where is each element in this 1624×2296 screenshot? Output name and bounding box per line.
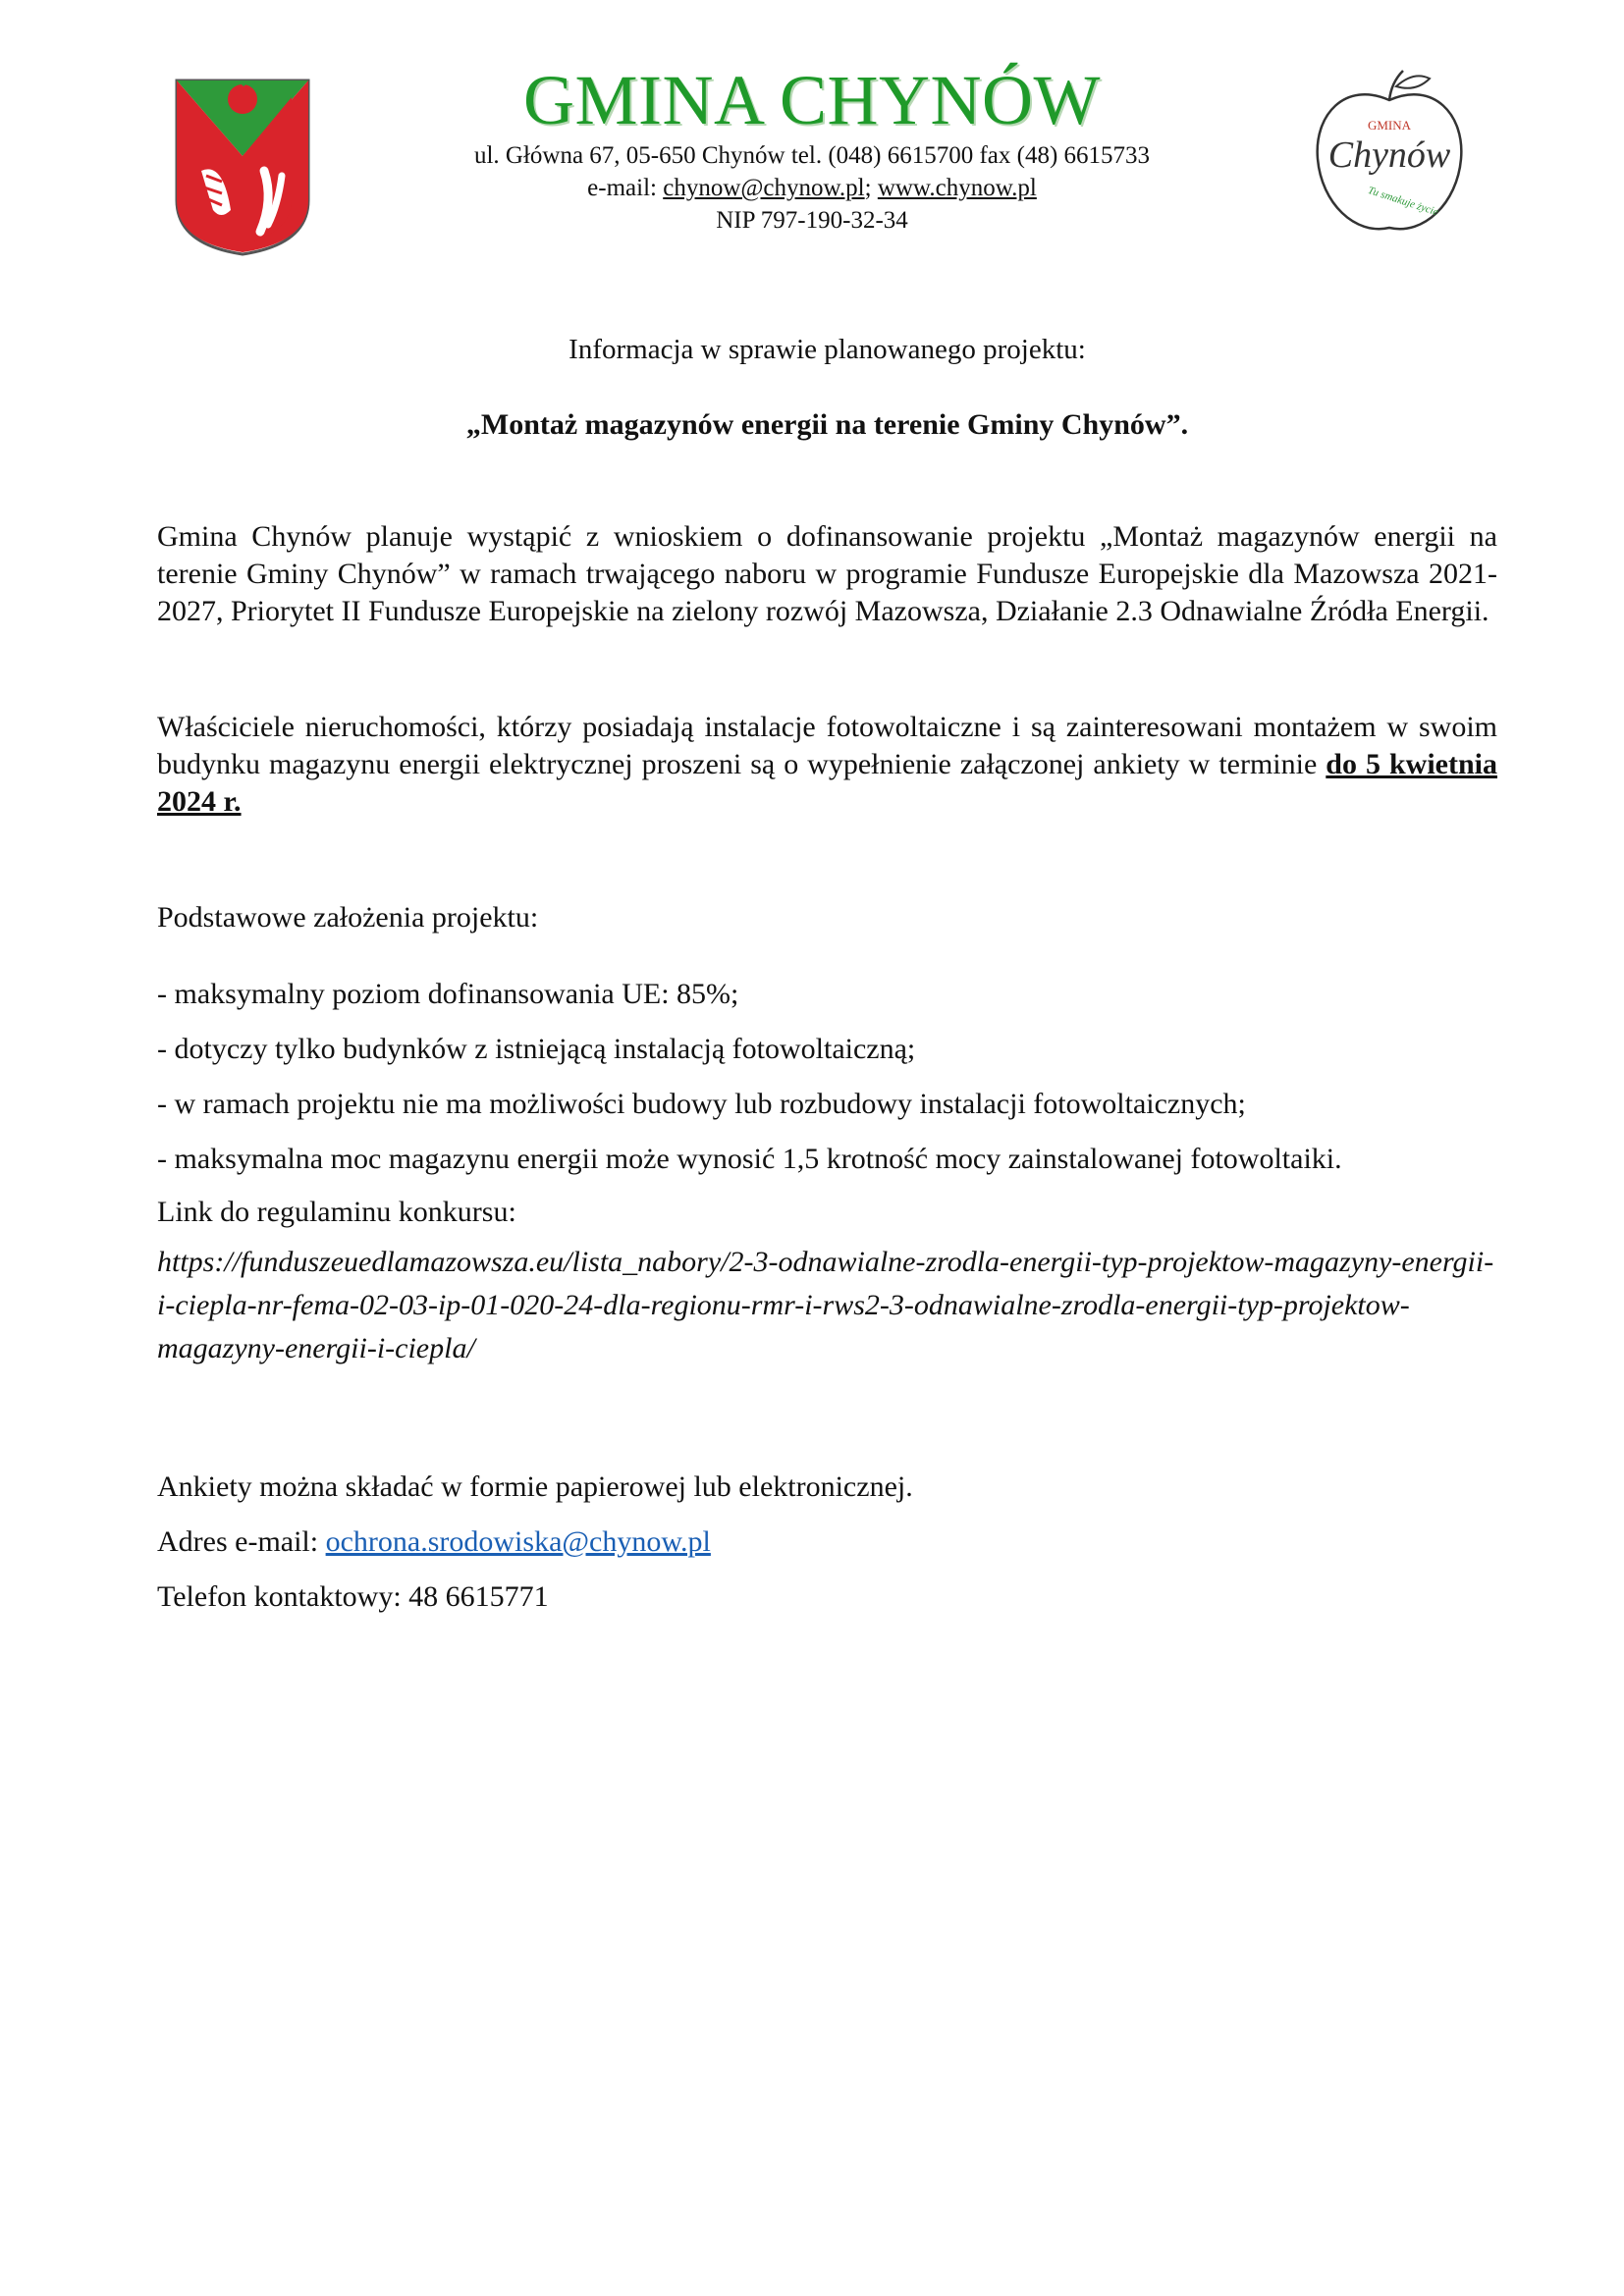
phone-line: Telefon kontaktowy: 48 6615771 xyxy=(157,1580,549,1613)
regulations-url[interactable]: https://funduszeuedlamazowsza.eu/lista_nabory/2-3-odnawialne-zrodla-energii-typ-projektow-magazyny-energii-i-ciepla-nr-fema-02-03-ip-01-020-24-dla-regionu-rmr-i-rws2-3-odnawialne-zrodla-energii-typ-projektow-magazyny-energii-i-ciepla/ xyxy=(157,1246,1494,1364)
deadline: do 5 kwietnia 2024 r. xyxy=(157,748,1497,818)
contact-line xyxy=(324,172,1300,204)
address-line: ul. Główna 67, 05-650 Chynów tel. (048) 6615700 fax (48) 6615733 xyxy=(473,142,1151,169)
intro-paragraph: Gmina Chynów planuje wystąpić z wnioskiem o dofinansowanie projektu „Montaż magazynów energii na terenie Gminy Chynów” w ramach trwającego naboru w programie Fundusze Europejskie dla Mazowsza 2021-2027, Priorytet II Fundusze Europejskie na zielony rozwój Mazowsza, Działanie 2.3 Odnawialne Źródła Energii. xyxy=(157,520,1497,627)
contact-email-label: Adres e-mail: xyxy=(157,1525,326,1558)
document-subtitle: Informacja w sprawie planowanego projektu: xyxy=(568,334,1086,365)
website-link[interactable]: www.chynow.pl xyxy=(877,175,1037,201)
coat-of-arms-icon xyxy=(174,78,311,257)
logo-top-text: GMINA xyxy=(1367,118,1412,133)
logo-main-text: Chynów xyxy=(1327,134,1451,176)
chynow-apple-logo-icon xyxy=(1306,61,1473,242)
header-email-link[interactable]: chynow@chynow.pl xyxy=(663,175,865,201)
list-item: - maksymalny poziom dofinansowania UE: 85%; xyxy=(157,978,739,1010)
survey-forms-text: Ankiety można składać w formie papierowej lub elektronicznej. xyxy=(157,1470,913,1503)
list-item: - w ramach projektu nie ma możliwości budowy lub rozbudowy instalacji fotowoltaicznych; xyxy=(157,1088,1246,1120)
email-label: e-mail: xyxy=(587,175,657,201)
logo-slogan-text: Tu smakuje życie xyxy=(1366,184,1440,219)
email-separator: ; xyxy=(864,175,872,201)
project-title: „Montaż magazynów energii na terenie Gminy Chynów”. xyxy=(465,408,1189,441)
owners-paragraph xyxy=(157,709,1497,821)
owners-paragraph-text: Właściciele nieruchomości, którzy posiadają instalacje fotowoltaiczne i są zainteresowani montażem w swoim budynku magazynu energii elektrycznej proszeni są o wypełnienie załączonej ankiety w terminie xyxy=(157,711,1497,780)
letterhead xyxy=(324,61,1300,237)
link-label: Link do regulaminu konkursu: xyxy=(157,1196,516,1228)
contact-email-link[interactable]: ochrona.srodowiska@chynow.pl xyxy=(325,1525,711,1558)
assumptions-heading: Podstawowe założenia projektu: xyxy=(157,901,539,934)
list-item: - dotyczy tylko budynków z istniejącą instalacją fotowoltaiczną; xyxy=(157,1033,916,1065)
list-item: - maksymalna moc magazynu energii może wynosić 1,5 krotność mocy zainstalowanej fotowoltaiki. xyxy=(157,1143,1342,1175)
contact-email-line xyxy=(157,1523,711,1561)
nip-line: NIP 797-190-32-34 xyxy=(716,207,908,234)
municipality-title: GMINA CHYNÓW xyxy=(523,61,1101,139)
